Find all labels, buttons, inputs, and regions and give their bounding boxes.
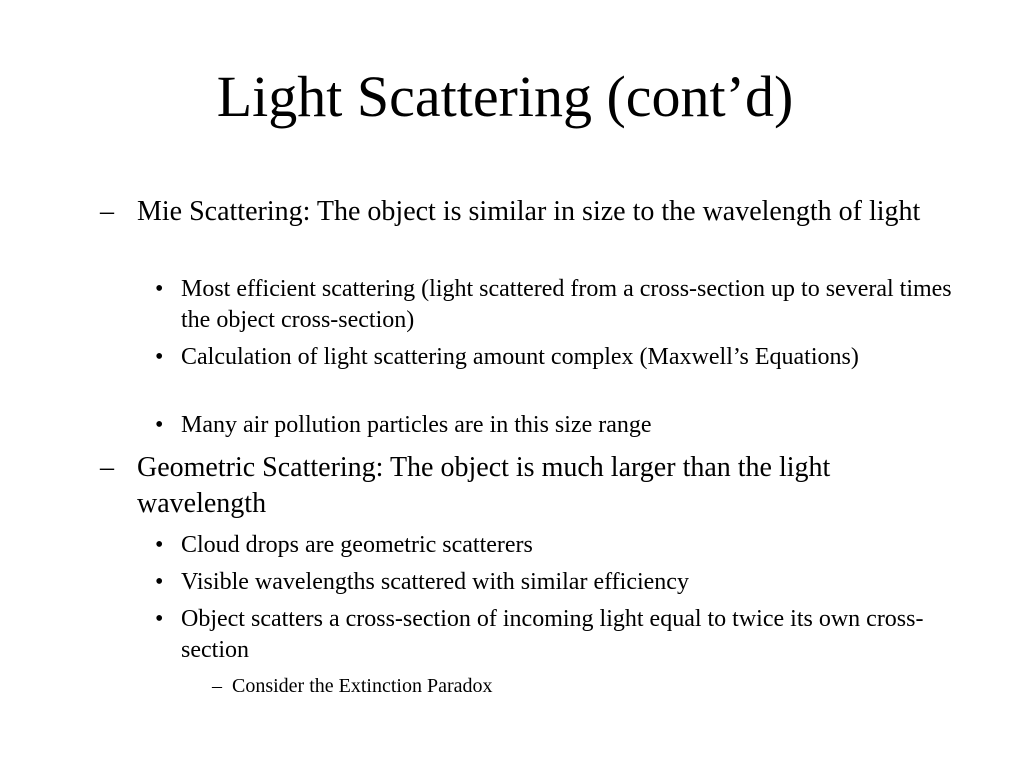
- dash-marker: –: [100, 452, 114, 483]
- list-item-visible-wavelengths: [155, 567, 955, 598]
- list-item-text: Mie Scattering: The object is similar in size to the wavelength of light: [137, 196, 921, 227]
- bullet-marker: •: [155, 276, 164, 302]
- list-item-geometric-scattering: [100, 450, 930, 522]
- bullet-marker: •: [155, 606, 164, 632]
- dash-marker: –: [212, 675, 222, 697]
- list-item-text: Cloud drops are geometric scatterers: [181, 532, 533, 558]
- list-item-mie-scattering: [100, 194, 930, 230]
- list-item-text: Calculation of light scattering amount complex (Maxwell’s Equations): [181, 344, 859, 370]
- list-item-text: Consider the Extinction Paradox: [232, 675, 493, 697]
- list-item-object-scatters: [155, 604, 955, 666]
- list-item-text: Visible wavelengths scattered with similar efficiency: [181, 569, 689, 595]
- list-item-text: Many air pollution particles are in this size range: [181, 412, 652, 438]
- bullet-marker: •: [155, 412, 164, 438]
- bullet-marker: •: [155, 344, 164, 370]
- list-item-text: Object scatters a cross-section of incoming light equal to twice its own cross-section: [181, 606, 924, 663]
- list-item-efficient-scattering: [155, 274, 955, 336]
- bullet-marker: •: [155, 532, 164, 558]
- slide-title: Light Scattering (cont’d): [216, 64, 794, 129]
- list-item-extinction-paradox: [212, 673, 912, 699]
- bullet-marker: •: [155, 569, 164, 595]
- dash-marker: –: [100, 196, 114, 227]
- list-item-air-pollution: [155, 410, 955, 441]
- list-item-text: Most efficient scattering (light scattered from a cross-section up to several times the object cross-section): [181, 276, 952, 333]
- list-item-text: Geometric Scattering: The object is much larger than the light wavelength: [137, 452, 831, 519]
- list-item-cloud-drops: [155, 530, 955, 561]
- list-item-calculation-complex: [155, 342, 955, 373]
